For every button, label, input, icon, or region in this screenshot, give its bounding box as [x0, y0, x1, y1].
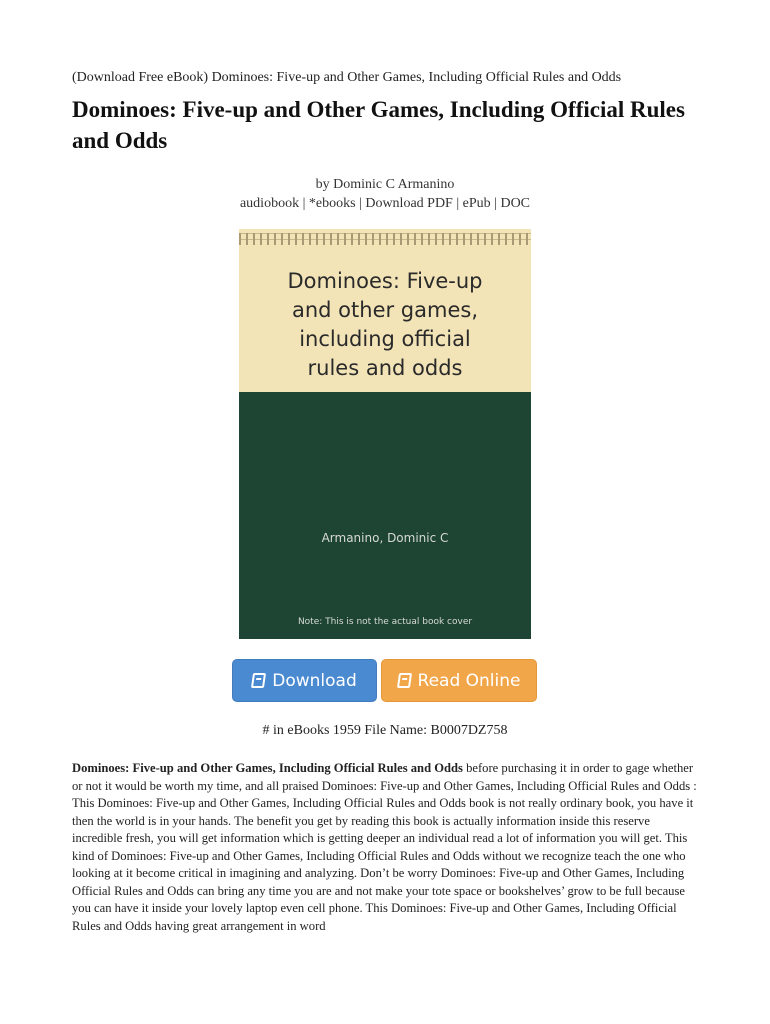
page-heading-line: (Download Free eBook) Dominoes: Five-up and Other Games, Including Official Rules and Odds [72, 70, 622, 85]
book-title: Dominoes: Five-up and Other Games, Including Official Rules and Odds [72, 97, 685, 153]
cover-decorative-border [239, 233, 531, 245]
cover-title-line: Dominoes: Five-up [287, 269, 483, 293]
book-cover-image [239, 229, 531, 639]
byline-block [0, 175, 770, 213]
description-text [72, 760, 702, 935]
cover-title-line: including official [299, 327, 471, 351]
read-online-button-label: Read Online [417, 670, 521, 691]
description-paragraph: This Dominoes: Five-up and Other Games, Including Official Rules and Odds book is not really ordinary book, you have it then the world is in your hands. The benefit you get by reading this book is actually information inside this reserve incredible fresh, you will get information which is getting deeper an individual read a lot of information you will get. This kind of Dominoes: Five-up and Other Games, Including Official Rules and Odds without we recognize teach the one who looking at it become critical in imagining and analyzing. Don’t be worry Dominoes: Five-up and Other Games, Including Official Rules and Odds can bring any time you are and not make your tote space or bookshelves’ grow to be full because you can have it inside your lovely laptop even cell phone. This Dominoes: Five-up and Other Games, Including Official Rules and Odds having great arrangement in word [72, 796, 694, 933]
download-button[interactable] [232, 659, 377, 702]
cover-title-line: and other games, [292, 298, 478, 322]
book-icon [251, 673, 266, 688]
book-icon [396, 673, 411, 688]
read-online-button[interactable] [381, 659, 537, 702]
cover-top-panel [239, 229, 531, 392]
file-info: # in eBooks 1959 File Name: B0007DZ758 [262, 723, 508, 738]
cover-title [239, 267, 531, 383]
cover-bottom-panel [239, 392, 531, 639]
download-button-label: Download [272, 670, 357, 691]
cover-title-line: rules and odds [307, 356, 463, 380]
description-lead-rest: before purchasing it in order to gage whether or not it would be worth my time, and all praised Dominoes: Five-up and Other Games, Including Official Rules and Odds : [72, 761, 697, 793]
author-line: by Dominic C Armanino [315, 177, 455, 192]
description-lead [72, 760, 702, 795]
cover-note: Note: This is not the actual book cover [297, 617, 473, 627]
cover-author: Armanino, Dominic C [321, 531, 449, 545]
formats-line: audiobook | *ebooks | Download PDF | ePub | DOC [239, 196, 531, 211]
description-lead-bold: Dominoes: Five-up and Other Games, Including Official Rules and Odds [72, 761, 463, 775]
